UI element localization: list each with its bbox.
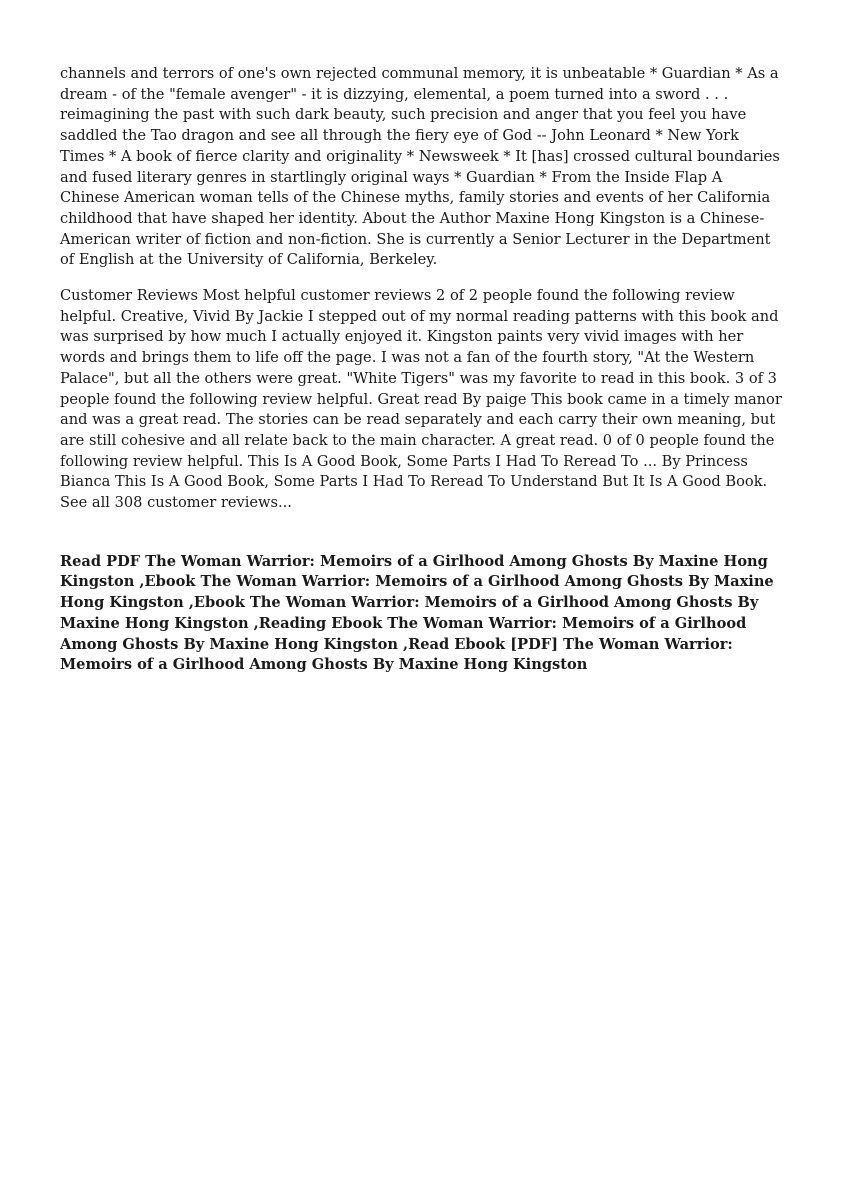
document-page — [60, 64, 782, 676]
reviews-excerpt-paragraph: channels and terrors of one's own rejected communal memory, it is unbeatable * Guardian * As a dream - of the "female avenger" - it is dizzying, elemental, a poem turned into a sword . . . reimagining the past with such dark beauty, such precision and anger that you feel you have saddled the Tao dragon and see all through the fiery eye of God -- John Leonard * New York Times * A book of fierce clarity and originality * Newsweek * It [has] crossed cultural boundaries and fused literary genres in startlingly original ways * Guardian * From the Inside Flap A Chinese American woman tells of the Chinese myths, family stories and events of her California childhood that have shaped her identity. About the Author Maxine Hong Kingston is a Chinese-American writer of fiction and non-fiction. She is currently a Senior Lecturer in the Department of English at the University of California, Berkeley. — [60, 65, 780, 269]
ebook-keywords-block: Read PDF The Woman Warrior: Memoirs of a Girlhood Among Ghosts By Maxine Hong Kingston ,Ebook The Woman Warrior: Memoirs of a Girlhood Among Ghosts By Maxine Hong Kingston ,Ebook The Woman Warrior: Memoirs of a Girlhood Among Ghosts By Maxine Hong Kingston ,Reading Ebook The Woman Warrior: Memoirs of a Girlhood Among Ghosts By Maxine Hong Kingston ,Read Ebook [PDF] The Woman Warrior: Memoirs of a Girlhood Among Ghosts By Maxine Hong Kingston — [60, 552, 774, 674]
customer-reviews-paragraph: Customer Reviews Most helpful customer reviews 2 of 2 people found the following review helpful. Creative, Vivid By Jackie I stepped out of my normal reading patterns with this book and was surprised by how much I actually enjoyed it. Kingston paints very vivid images with her words and brings them to life off the page. I was not a fan of the fourth story, "At the Western Palace", but all the others were great. "White Tigers" was my favorite to read in this book. 3 of 3 people found the following review helpful. Great read By paige This book came in a timely manor and was a great read. The stories can be read separately and each carry their own meaning, but are still cohesive and all relate back to the main character. A great read. 0 of 0 people found the following review helpful. This Is A Good Book, Some Parts I Had To Reread To ... By Princess Bianca This Is A Good Book, Some Parts I Had To Reread To Understand But It Is A Good Book. See all 308 customer reviews... — [60, 287, 782, 512]
